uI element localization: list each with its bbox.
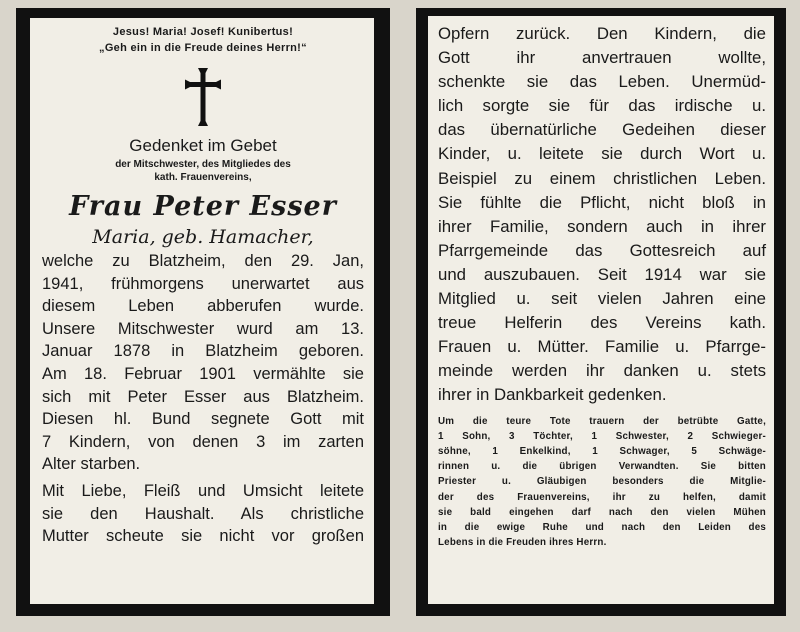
body-line: Mit Liebe, Fleiß und Umsicht leitete — [42, 481, 364, 500]
body-line: 1941, frühmorgens unerwartet aus — [42, 274, 364, 293]
notice-line: Priester u. Gläubigen besonders die Mitglie- — [438, 476, 766, 488]
cross-icon — [181, 66, 225, 128]
body-line: 7 Kindern, von denen 3 im zarten — [42, 432, 364, 451]
body-line: Gott ihr anvertrauen wollte, — [438, 48, 766, 68]
body-line: sie den Haushalt. Als christliche — [42, 504, 364, 523]
body-line: und auszubauen. Seit 1914 war sie — [438, 264, 766, 284]
notice-line: rinnen u. die übrigen Verwandten. Sie bitten — [438, 461, 766, 473]
body-line: lich sorgte sie für das irdische u. — [438, 96, 766, 116]
body-line: Pfarrgemeinde das Gottesreich auf — [438, 240, 766, 260]
remembrance-heading: Gedenket im Gebet — [129, 136, 277, 155]
body-line: Mitglied u. seit vielen Jahren eine — [438, 289, 766, 309]
body-line: Am 18. Februar 1901 vermählte sie — [42, 364, 364, 383]
notice-line: in die ewige Ruhe und nach den Leiden des — [438, 521, 766, 533]
notice-line: söhne, 1 Enkelkind, 1 Schwager, 5 Schwäge- — [438, 445, 766, 457]
body-line: Sie fühlte die Pflicht, nicht bloß in — [438, 192, 766, 212]
notice-line: 1 Sohn, 3 Töchter, 1 Schwester, 2 Schwieger- — [438, 430, 766, 442]
deceased-name: Frau Peter Esser — [69, 191, 337, 222]
body-line: Opfern zurück. Den Kindern, die — [438, 24, 766, 43]
body-line: sich mit Peter Esser aus Blatzheim. — [42, 387, 364, 406]
body-line: Unsere Mitschwester wurd am 13. — [42, 319, 364, 338]
body-line: diesem Leben abberufen wurde. — [42, 297, 364, 316]
memorial-card-right — [416, 8, 786, 616]
body-line: Diesen hl. Bund segnete Gott mit — [42, 410, 364, 429]
association-line-1: der Mitschwester, des Mitgliedes des — [115, 159, 291, 170]
right-card-paper — [428, 16, 774, 604]
body-line: Januar 1878 in Blatzheim geboren. — [42, 342, 364, 361]
body-line: das übernatürliche Gedeihen dieser — [438, 120, 766, 140]
memorial-card-left — [16, 8, 390, 616]
body-line: treue Helferin des Vereins kath. — [438, 313, 766, 333]
body-line: Beispiel zu einem christlichen Leben. — [438, 168, 766, 188]
left-body-text — [42, 250, 364, 548]
left-card-header — [42, 24, 364, 248]
body-line: schenkte sie das Leben. Unermüd- — [438, 72, 766, 92]
maiden-name: Maria, geb. Hamacher, — [92, 226, 314, 248]
body-line: welche zu Blatzheim, den 29. Jan, — [42, 252, 364, 270]
mourners-notice — [438, 414, 766, 551]
body-line: Kinder, u. leitete sie durch Wort u. — [438, 144, 766, 164]
scripture-quote: „Geh ein in die Freude deines Herrn!“ — [99, 42, 307, 54]
body-line: Mutter scheute sie nicht vor großen — [42, 527, 364, 546]
notice-line: der des Frauenvereins, ihr zu helfen, damit — [438, 491, 766, 503]
notice-line: Lebens in die Freuden ihres Herrn. — [438, 537, 607, 549]
left-card-paper — [30, 18, 374, 604]
body-line: Frauen u. Mütter. Familie u. Pfarrge- — [438, 337, 766, 357]
body-line: meinde werden ihr danken u. stets — [438, 361, 766, 381]
notice-line: sie bald eingehen darf nach den vielen Mühen — [438, 506, 766, 518]
right-body-text — [438, 22, 766, 408]
body-line: ihrer Familie, sondern auch in ihrer — [438, 216, 766, 236]
notice-line: Um die teure Tote trauern der betrübte Gatte, — [438, 415, 766, 427]
association-line-2: kath. Frauenvereins, — [154, 172, 252, 183]
body-line: ihrer in Dankbarkeit gedenken. — [438, 385, 667, 405]
invocation-line: Jesus! Maria! Josef! Kunibertus! — [112, 26, 294, 38]
body-line: Alter starben. — [42, 455, 141, 474]
